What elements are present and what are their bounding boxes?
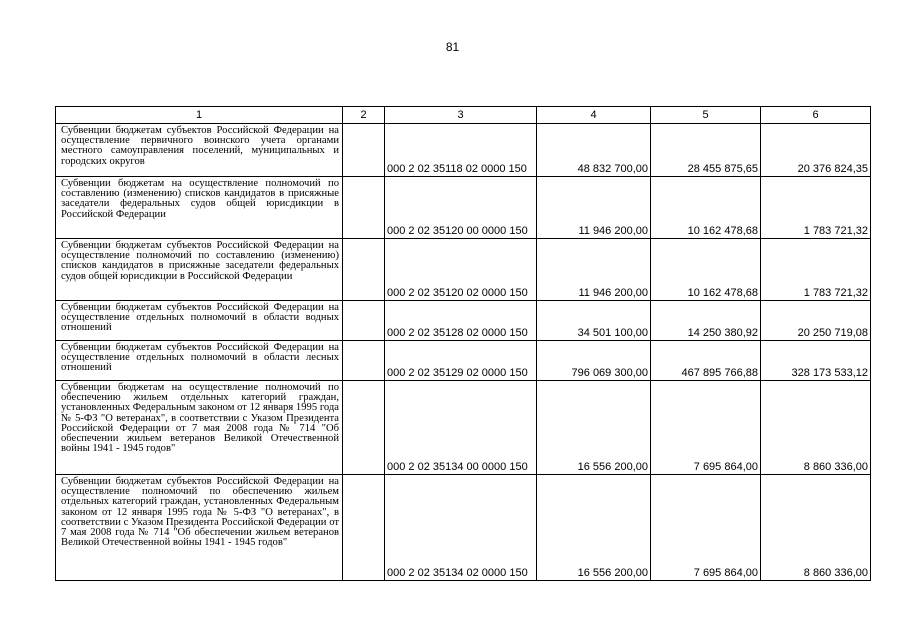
row-budget-code: 000 2 02 35128 02 0000 150 [385, 301, 537, 341]
row-description: Субвенции бюджетам субъектов Российской Федерации на осуществление полномочий по обеспечению жильем отдельных категорий граждан, установленных Федеральным законом от 12 января 1995 года № 5-ФЗ "О ветеранах", в соответствии с Указом Президента Российской Федерации от 7 мая 2008 года № 714 "Об обеспечении жильем ветеранов Великой Отечественной войны 1941 - 1945 годов" [56, 475, 343, 581]
row-value-col4: 34 501 100,00 [537, 301, 651, 341]
header-cell: 5 [651, 107, 761, 124]
row-value-col6: 328 173 533,12 [761, 341, 871, 381]
header-cell: 6 [761, 107, 871, 124]
row-value-col6: 20 376 824,35 [761, 124, 871, 177]
row-description: Субвенции бюджетам субъектов Российской Федерации на осуществление отдельных полномочий в области водных отношений [56, 301, 343, 341]
table-row [56, 177, 871, 239]
header-cell: 2 [343, 107, 385, 124]
row-value-col6: 8 860 336,00 [761, 475, 871, 581]
row-budget-code: 000 2 02 35129 02 0000 150 [385, 341, 537, 381]
row-value-col6: 1 783 721,32 [761, 177, 871, 239]
row-col2 [343, 124, 385, 177]
row-value-col5: 7 695 864,00 [651, 381, 761, 475]
row-budget-code: 000 2 02 35120 02 0000 150 [385, 239, 537, 301]
row-col2 [343, 341, 385, 381]
row-value-col4: 796 069 300,00 [537, 341, 651, 381]
row-value-col5: 467 895 766,88 [651, 341, 761, 381]
row-value-col6: 20 250 719,08 [761, 301, 871, 341]
row-value-col6: 1 783 721,32 [761, 239, 871, 301]
row-description: Субвенции бюджетам субъектов Российской Федерации на осуществление отдельных полномочий в области лесных отношений [56, 341, 343, 381]
header-cell: 4 [537, 107, 651, 124]
header-cell: 3 [385, 107, 537, 124]
row-col2 [343, 475, 385, 581]
table-header-row [56, 107, 871, 124]
row-value-col4: 11 946 200,00 [537, 177, 651, 239]
page-number: 81 [445, 40, 460, 54]
table-row [56, 341, 871, 381]
row-col2 [343, 381, 385, 475]
table-row [56, 301, 871, 341]
table-row [56, 124, 871, 177]
row-col2 [343, 301, 385, 341]
row-value-col4: 11 946 200,00 [537, 239, 651, 301]
row-description: Субвенции бюджетам на осуществление полномочий по обеспечению жильем отдельных категорий граждан, установленных Федеральным законом от 12 января 1995 года № 5-ФЗ "О ветеранах", в соответствии с Указом Президента Российской Федерации от 7 мая 2008 года № 714 "Об обеспечении жильем ветеранов Великой Отечественной войны 1941 - 1945 годов" [56, 381, 343, 475]
row-value-col4: 48 832 700,00 [537, 124, 651, 177]
row-col2 [343, 239, 385, 301]
row-budget-code: 000 2 02 35120 00 0000 150 [385, 177, 537, 239]
row-col2 [343, 177, 385, 239]
row-budget-code: 000 2 02 35118 02 0000 150 [385, 124, 537, 177]
row-value-col5: 10 162 478,68 [651, 239, 761, 301]
row-value-col5: 28 455 875,65 [651, 124, 761, 177]
row-value-col5: 10 162 478,68 [651, 177, 761, 239]
row-value-col5: 14 250 380,92 [651, 301, 761, 341]
row-value-col5: 7 695 864,00 [651, 475, 761, 581]
row-description: Субвенции бюджетам субъектов Российской Федерации на осуществление полномочий по составлению (изменению) списков кандидатов в присяжные заседатели федеральных судов общей юрисдикции в Российской Федерации [56, 239, 343, 301]
row-budget-code: 000 2 02 35134 02 0000 150 [385, 475, 537, 581]
header-cell: 1 [56, 107, 343, 124]
row-value-col4: 16 556 200,00 [537, 381, 651, 475]
table-row [56, 381, 871, 475]
table-row [56, 239, 871, 301]
row-value-col4: 16 556 200,00 [537, 475, 651, 581]
row-value-col6: 8 860 336,00 [761, 381, 871, 475]
row-budget-code: 000 2 02 35134 00 0000 150 [385, 381, 537, 475]
budget-table-body [56, 107, 871, 581]
table-row [56, 475, 871, 581]
row-description: Субвенции бюджетам на осуществление полномочий по составлению (изменению) списков кандидатов в присяжные заседатели федеральных судов общей юрисдикции в Российской Федерации [56, 177, 343, 239]
row-description: Субвенции бюджетам субъектов Российской Федерации на осуществление первичного воинского учета органами местного самоуправления поселений, муниципальных и городских округов [56, 124, 343, 177]
budget-table [55, 106, 871, 581]
